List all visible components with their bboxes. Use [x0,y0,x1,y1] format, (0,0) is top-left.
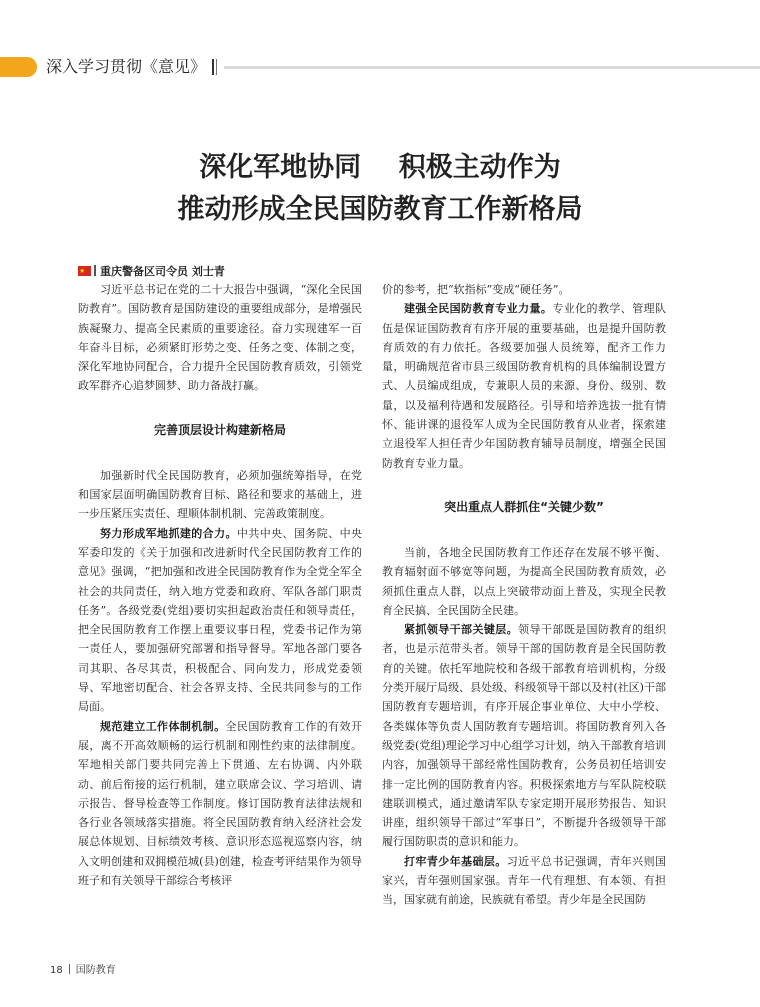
paragraph-text: 全民国防教育工作的有效开展，离不开高效顺畅的运行机制和刚性约束的法律制度。军地相关部门要共同完善上下贯通、左右协调、内外联动、前后衔接的运行机制，建立联席会议、学习培训、请示报告、督导检查等工作制度。修订国防教育法律法规和各行业各领域落实措施。将全民国防教育纳入经济社会发展总体规划、目标绩效考核、意识形态巡视巡察内容，纳入文明创建和双拥模范城(县)创建，检查考评结果作为领导班子和有关领导干部综合考核评 [78,719,362,888]
flag-icon [78,266,91,276]
paragraph-text: 价的参考，把“软指标”变成“硬任务”。 [382,283,570,296]
paragraph-text: 习近平总书记在党的二十大报告中强调，“深化全民国防教育”。国防教育是国防建设的重要组成部分，是增强民族凝聚力、提高全民素质的重要途径。奋力实现建军一百年奋斗目标，必须紧盯形势之变、任务之变、体制之变，深化军地协同配合，合力提升全民国防教育质效，引领党政军群齐心追梦圆梦、助力备战打赢。 [78,283,362,393]
lead-in: 规范建立工作体制机制。 [100,719,226,733]
subheading: 突出重点人群抓住“关键少数” [444,499,604,514]
paragraph [78,466,362,524]
section-title: 深入学习贯彻《意见》 [46,57,207,76]
lead-in: 紧抓领导干部关键层。 [404,623,519,637]
author-separator [94,265,96,276]
page-number: 18 [50,965,63,976]
paragraph [382,299,666,473]
paragraph [78,717,362,891]
paragraph-text: 当前，各地全民国防教育工作还存在发展不够平衡、教育辐射面不够宽等问题，为提高全民国防教育质效，必须抓住重点人群，以点上突破带动面上普及，实现全民教育全民搞、全民国防全民建。 [382,545,666,617]
page-footer [50,964,116,978]
header-separator [212,59,214,75]
author-line [78,264,225,280]
paragraph-text: 加强新时代全民国防教育，必须加强统筹指导，在党和国家层面明确国防教育目标、路径和要求的基础上，进一步压紧压实责任、理顺体制机制、完善政策制度。 [78,468,362,521]
subheading: 完善顶层设计构建新格局 [153,422,286,437]
paragraph [78,280,362,396]
lead-in: 建强全民国防教育专业力量。 [404,302,553,316]
header-accent-bar [0,57,37,77]
lead-in: 打牢青少年基础层。 [404,854,507,868]
paragraph-text: 中共中央、国务院、中央军委印发的《关于加强和改进新时代全民国防教育工作的意见》强调，“把加强和改进全民国防教育作为全党全军全社会的共同责任，纳入地方党委和政府、军队各部门职责任务”。各级党委(党组)要切实担起政治责任和领导责任，把全民国防教育工作摆上重要议事日程，党委书记作为第一责任人，要加强研究部署和指导督导。军地各部门要各司其职、各尽其责，积极配合、同向发力，形成党委领导、军地密切配合、社会各界支持、全民共同参与的工作局面。 [78,526,363,714]
footer-separator [69,964,70,974]
header-separator-thin [216,59,217,75]
paragraph-text: 习近平总书记强调，青年兴则国家兴，青年强则国家强。青年一代有理想、有本领、有担当，国家就有前途，民族就有希望。青少年是全民国防 [382,854,667,907]
paragraph-text: 领导干部既是国防教育的组织者，也是示范带头者。领导干部的国防教育是全民国防教育的关键。依托军地院校和各级干部教育培训机构，分级分类开展厅局级、县处级、科级领导干部以及村(社区)干部国防教育专题培训，有序开展企事业单位、大中小学校、各类媒体等负责人国防教育专题培训。将国防教育列入各级党委(党组)理论学习中心组学习计划，纳入干部教育培训内容，加强领导干部经常性国防教育，公务员初任培训安排一定比例的国防教育内容。积极探索地方与军队院校联建联训模式，通过邀请军队专家定期开展形势报告、知识讲座，组织领导干部过“军事日”，不断提升各级领导干部履行国防职责的意识和能力。 [382,623,667,849]
publication-name: 国防教育 [75,965,116,976]
section-header [0,54,760,80]
paragraph [78,524,362,717]
lead-in: 努力形成军地抓建的合力。 [100,526,237,540]
paragraph [382,852,666,910]
header-rule [224,66,760,69]
paragraph [382,543,666,620]
author-name: 重庆警备区司令员 刘士青 [100,265,225,278]
paragraph [382,280,666,299]
right-column [382,280,666,910]
article-title-line-2: 推动形成全民国防教育工作新格局 [177,194,583,225]
left-column [78,280,362,890]
article-title-line-1: 深化军地协同 积极主动作为 [199,152,561,183]
paragraph [382,620,666,852]
paragraph-text: 专业化的教学、管理队伍是保证国防教育有序开展的重要基础，也是提升国防教育质效的有力依托。各级要加强人员统筹，配齐工作力量，明确规范省市县三级国防教育机构的具体编制设置方式、人员编成组成，专兼职人员的来源、身份、级别、数量，以及福利待遇和发展路径。引导和培养选拔一批有情怀、能讲课的退役军人成为全民国防教育从业者，探索建立退役军人担任青少年国防教育辅导员制度，增强全民国防教育专业力量。 [382,302,667,470]
